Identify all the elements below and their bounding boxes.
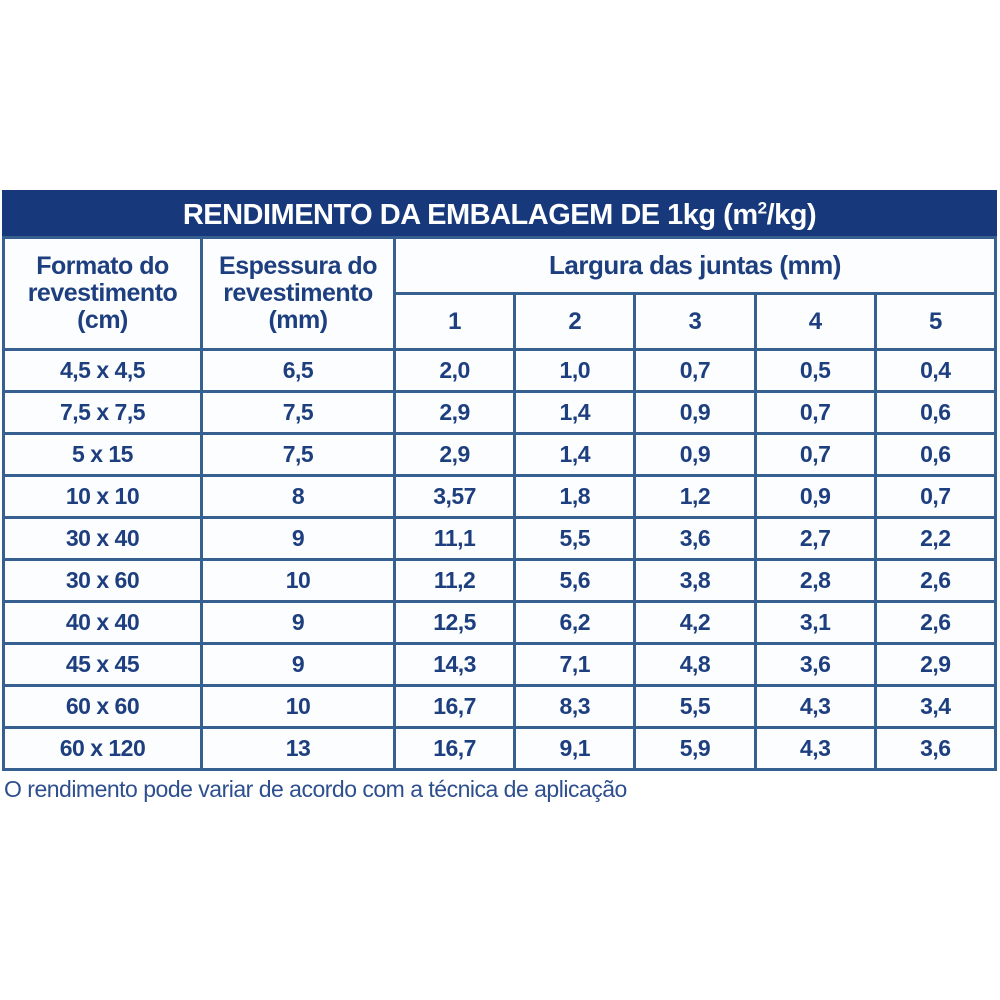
header-joint-width: Largura das juntas (mm) xyxy=(395,238,996,294)
yield-cell: 4,3 xyxy=(755,728,875,770)
yield-cell: 2,0 xyxy=(395,350,515,392)
yield-cell: 0,5 xyxy=(755,350,875,392)
yield-table-container xyxy=(2,190,997,803)
joint-width-5: 5 xyxy=(875,294,995,350)
table-row xyxy=(4,686,996,728)
yield-cell: 6,2 xyxy=(515,602,635,644)
yield-cell: 11,2 xyxy=(395,560,515,602)
header-format: Formato do revestimento (cm) xyxy=(4,238,202,350)
table-row xyxy=(4,350,996,392)
yield-cell: 5,5 xyxy=(515,518,635,560)
yield-cell: 3,8 xyxy=(635,560,755,602)
yield-cell: 3,6 xyxy=(755,644,875,686)
joint-width-3: 3 xyxy=(635,294,755,350)
yield-cell: 1,2 xyxy=(635,476,755,518)
yield-cell: 2,6 xyxy=(875,602,995,644)
table-row xyxy=(4,476,996,518)
yield-cell: 0,4 xyxy=(875,350,995,392)
thickness-cell: 8 xyxy=(202,476,395,518)
yield-cell: 7,1 xyxy=(515,644,635,686)
thickness-cell: 10 xyxy=(202,686,395,728)
yield-cell: 0,9 xyxy=(755,476,875,518)
yield-cell: 3,57 xyxy=(395,476,515,518)
yield-cell: 8,3 xyxy=(515,686,635,728)
format-cell: 7,5 x 7,5 xyxy=(4,392,202,434)
format-cell: 40 x 40 xyxy=(4,602,202,644)
yield-cell: 2,2 xyxy=(875,518,995,560)
yield-cell: 0,7 xyxy=(755,392,875,434)
yield-cell: 0,6 xyxy=(875,434,995,476)
yield-cell: 1,4 xyxy=(515,434,635,476)
format-cell: 45 x 45 xyxy=(4,644,202,686)
yield-cell: 3,6 xyxy=(875,728,995,770)
table-row xyxy=(4,392,996,434)
format-cell: 5 x 15 xyxy=(4,434,202,476)
yield-cell: 14,3 xyxy=(395,644,515,686)
yield-cell: 4,2 xyxy=(635,602,755,644)
yield-cell: 1,0 xyxy=(515,350,635,392)
thickness-cell: 7,5 xyxy=(202,392,395,434)
yield-cell: 0,7 xyxy=(635,350,755,392)
yield-cell: 3,6 xyxy=(635,518,755,560)
yield-cell: 0,7 xyxy=(755,434,875,476)
yield-cell: 5,5 xyxy=(635,686,755,728)
yield-cell: 0,6 xyxy=(875,392,995,434)
thickness-cell: 9 xyxy=(202,602,395,644)
table-row xyxy=(4,644,996,686)
yield-cell: 0,9 xyxy=(635,434,755,476)
yield-cell: 16,7 xyxy=(395,686,515,728)
thickness-cell: 9 xyxy=(202,518,395,560)
yield-cell: 0,9 xyxy=(635,392,755,434)
header-thickness: Espessura do revestimento (mm) xyxy=(202,238,395,350)
yield-cell: 2,8 xyxy=(755,560,875,602)
format-cell: 10 x 10 xyxy=(4,476,202,518)
yield-cell: 0,7 xyxy=(875,476,995,518)
yield-cell: 5,6 xyxy=(515,560,635,602)
yield-cell: 3,1 xyxy=(755,602,875,644)
yield-cell: 2,9 xyxy=(395,392,515,434)
table-row xyxy=(4,728,996,770)
table-header xyxy=(4,238,996,350)
table-body xyxy=(4,350,996,770)
table-row xyxy=(4,518,996,560)
yield-cell: 2,7 xyxy=(755,518,875,560)
thickness-cell: 6,5 xyxy=(202,350,395,392)
yield-cell: 11,1 xyxy=(395,518,515,560)
joint-width-1: 1 xyxy=(395,294,515,350)
yield-cell: 5,9 xyxy=(635,728,755,770)
joint-width-2: 2 xyxy=(515,294,635,350)
joint-width-4: 4 xyxy=(755,294,875,350)
yield-cell: 1,4 xyxy=(515,392,635,434)
yield-table xyxy=(2,236,997,771)
table-row xyxy=(4,560,996,602)
yield-cell: 12,5 xyxy=(395,602,515,644)
yield-cell: 4,3 xyxy=(755,686,875,728)
table-row xyxy=(4,434,996,476)
format-cell: 60 x 60 xyxy=(4,686,202,728)
footnote: O rendimento pode variar de acordo com a técnica de aplicação xyxy=(4,776,627,802)
table-title: RENDIMENTO DA EMBALAGEM DE 1kg $(m^2/kg)$ xyxy=(2,190,997,236)
format-cell: 30 x 40 xyxy=(4,518,202,560)
yield-cell: 9,1 xyxy=(515,728,635,770)
yield-cell: 2,9 xyxy=(395,434,515,476)
thickness-cell: 9 xyxy=(202,644,395,686)
thickness-cell: 10 xyxy=(202,560,395,602)
header-row-top xyxy=(4,238,996,294)
format-cell: 60 x 120 xyxy=(4,728,202,770)
format-cell: 4,5 x 4,5 xyxy=(4,350,202,392)
yield-cell: 2,9 xyxy=(875,644,995,686)
format-cell: 30 x 60 xyxy=(4,560,202,602)
yield-cell: 4,8 xyxy=(635,644,755,686)
thickness-cell: 13 xyxy=(202,728,395,770)
yield-cell: 3,4 xyxy=(875,686,995,728)
table-row xyxy=(4,602,996,644)
thickness-cell: 7,5 xyxy=(202,434,395,476)
yield-cell: 16,7 xyxy=(395,728,515,770)
yield-cell: 2,6 xyxy=(875,560,995,602)
yield-cell: 1,8 xyxy=(515,476,635,518)
